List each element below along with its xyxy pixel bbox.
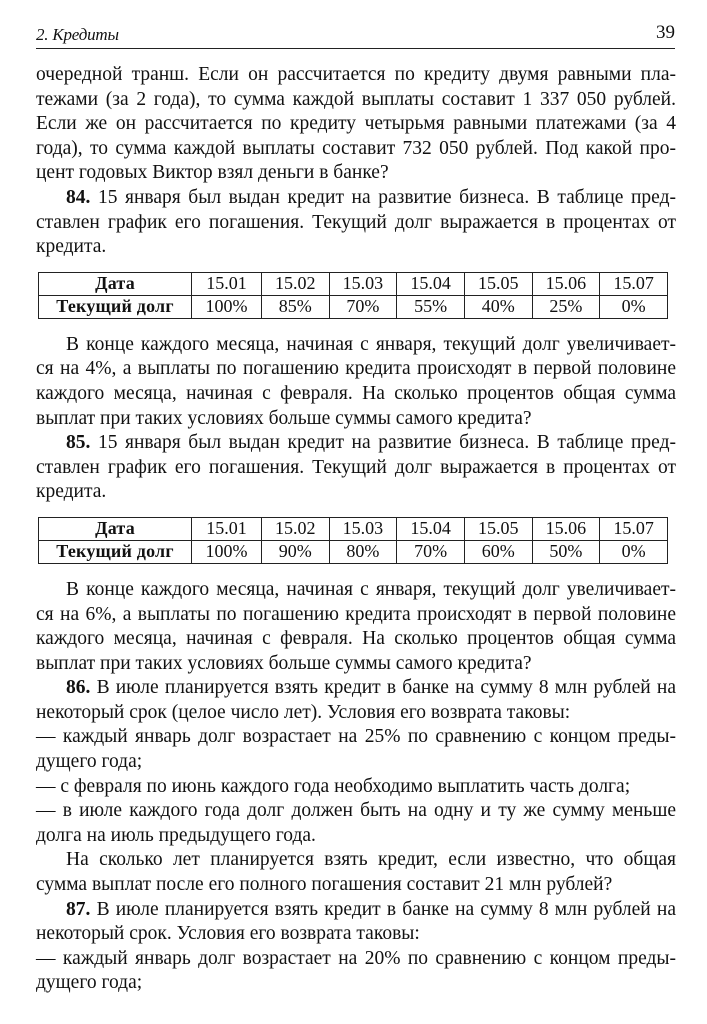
row-header: Дата	[39, 272, 192, 295]
table-cell: 15.05	[464, 517, 532, 540]
text-line: года), то сумма каждой выплаты составит 732 050 рублей. Под какой про-	[36, 137, 676, 159]
text-line: некоторый срок (целое число лет). Условия его возврата таковы:	[36, 701, 571, 723]
table-cell: 15.04	[397, 517, 465, 540]
table-cell: 15.06	[532, 517, 600, 540]
table-row	[39, 295, 668, 318]
table-row	[39, 517, 668, 540]
table-cell: 15.06	[532, 272, 600, 295]
text-line: — каждый январь долг возрастает на 20% по сравнению с концом преды-	[36, 947, 676, 969]
table-cell: 55%	[397, 295, 465, 318]
problem-number: 87.	[66, 898, 91, 920]
problem-84-first-line: 84. 15 января был выдан кредит на развитие бизнеса. В таблице пред-	[66, 186, 676, 208]
text-line: кредита.	[36, 236, 107, 258]
chapter-title: 2. Кредиты	[36, 25, 119, 44]
text-line: выплат при таких условиях больше суммы самого кредита?	[36, 652, 532, 674]
problem-number: 84.	[66, 186, 91, 208]
text-line: долга на июль предыдущего года.	[36, 824, 316, 846]
text-line: ставлен график его погашения. Текущий долг выражается в процентах от	[36, 211, 676, 233]
table-cell: 70%	[329, 295, 397, 318]
text-line: В конце каждого месяца, начиная с января, текущий долг увеличивает-	[66, 578, 676, 600]
table-cell: 60%	[464, 540, 532, 563]
page-body	[36, 63, 676, 996]
table-cell: 70%	[397, 540, 465, 563]
text-line: цент годовых Виктор взял деньги в банке?	[36, 162, 389, 184]
text-line: некоторый срок. Условия его возврата таковы:	[36, 923, 420, 945]
table-cell: 25%	[532, 295, 600, 318]
text-line: На сколько лет планируется взять кредит, если известно, что общая	[66, 849, 676, 871]
table-cell: 15.07	[600, 517, 668, 540]
table-cell: 15.05	[464, 272, 532, 295]
text-line: — в июле каждого года долг должен быть на одну и ту же сумму меньше	[36, 800, 676, 822]
text-line: каждого месяца, начиная с февраля. На сколько процентов общая сумма	[36, 382, 676, 404]
table-row	[39, 272, 668, 295]
table-cell: 15.07	[600, 272, 668, 295]
table-cell: 80%	[329, 540, 397, 563]
text-line: — каждый январь долг возрастает на 25% по сравнению с концом преды-	[36, 726, 676, 748]
table-cell: 15.02	[261, 272, 329, 295]
problem-86-first-line: 86. В июле планируется взять кредит в банке на сумму 8 млн рублей на	[66, 677, 676, 699]
table-cell: 15.01	[192, 272, 262, 295]
table-cell: 15.03	[329, 517, 397, 540]
running-header	[36, 20, 675, 49]
page-number: 39	[656, 22, 675, 43]
text-line: очередной транш. Если он рассчитается по кредиту двумя равными пла-	[36, 64, 676, 85]
problem-85-first-line: 85. 15 января был выдан кредит на развитие бизнеса. В таблице пред-	[66, 432, 676, 454]
table-cell: 0%	[600, 295, 668, 318]
table-cell: 0%	[600, 540, 668, 563]
table-cell: 40%	[464, 295, 532, 318]
row-header: Текущий долг	[39, 540, 192, 563]
text-line: тежами (за 2 года), то сумма каждой выплаты составит 1 337 050 рублей.	[36, 88, 676, 110]
text-line: выплат при таких условиях больше суммы самого кредита?	[36, 407, 532, 429]
text-line: ся на 6%, а выплаты по погашению кредита происходят в первой половине	[36, 603, 676, 625]
problem-number: 86.	[66, 677, 91, 699]
table-cell: 15.01	[192, 517, 262, 540]
table-cell: 50%	[532, 540, 600, 563]
table-cell: 90%	[261, 540, 329, 563]
text-line: сумма выплат после его полного погашения составит 21 млн рублей?	[36, 874, 613, 896]
text-line: дущего года;	[36, 751, 143, 773]
text-line: каждого месяца, начиная с февраля. На сколько процентов общая сумма	[36, 628, 676, 650]
text-line: ся на 4%, а выплаты по погашению кредита происходят в первой половине	[36, 358, 676, 380]
text-line: ставлен график его погашения. Текущий долг выражается в процентах от	[36, 456, 676, 478]
row-header: Текущий долг	[39, 295, 192, 318]
repayment-table-84	[38, 272, 668, 319]
table-cell: 15.04	[397, 272, 465, 295]
problem-number: 85.	[66, 432, 91, 454]
text-line: дущего года;	[36, 972, 143, 994]
repayment-table-85	[38, 517, 668, 564]
table-cell: 100%	[192, 540, 262, 563]
table-cell: 15.03	[329, 272, 397, 295]
row-header: Дата	[39, 517, 192, 540]
text-line: В конце каждого месяца, начиная с января, текущий долг увеличивает-	[66, 333, 676, 355]
text-line: — с февраля по июнь каждого года необходимо выплатить часть долга;	[36, 775, 631, 797]
table-cell: 85%	[261, 295, 329, 318]
table-cell: 100%	[192, 295, 262, 318]
text-line: кредита.	[36, 481, 107, 503]
table-cell: 15.02	[261, 517, 329, 540]
text-line: Если же он рассчитается по кредиту четырьмя равными платежами (за 4	[36, 113, 676, 135]
table-row	[39, 540, 668, 563]
problem-87-first-line: 87. В июле планируется взять кредит в банке на сумму 8 млн рублей на	[66, 898, 676, 920]
